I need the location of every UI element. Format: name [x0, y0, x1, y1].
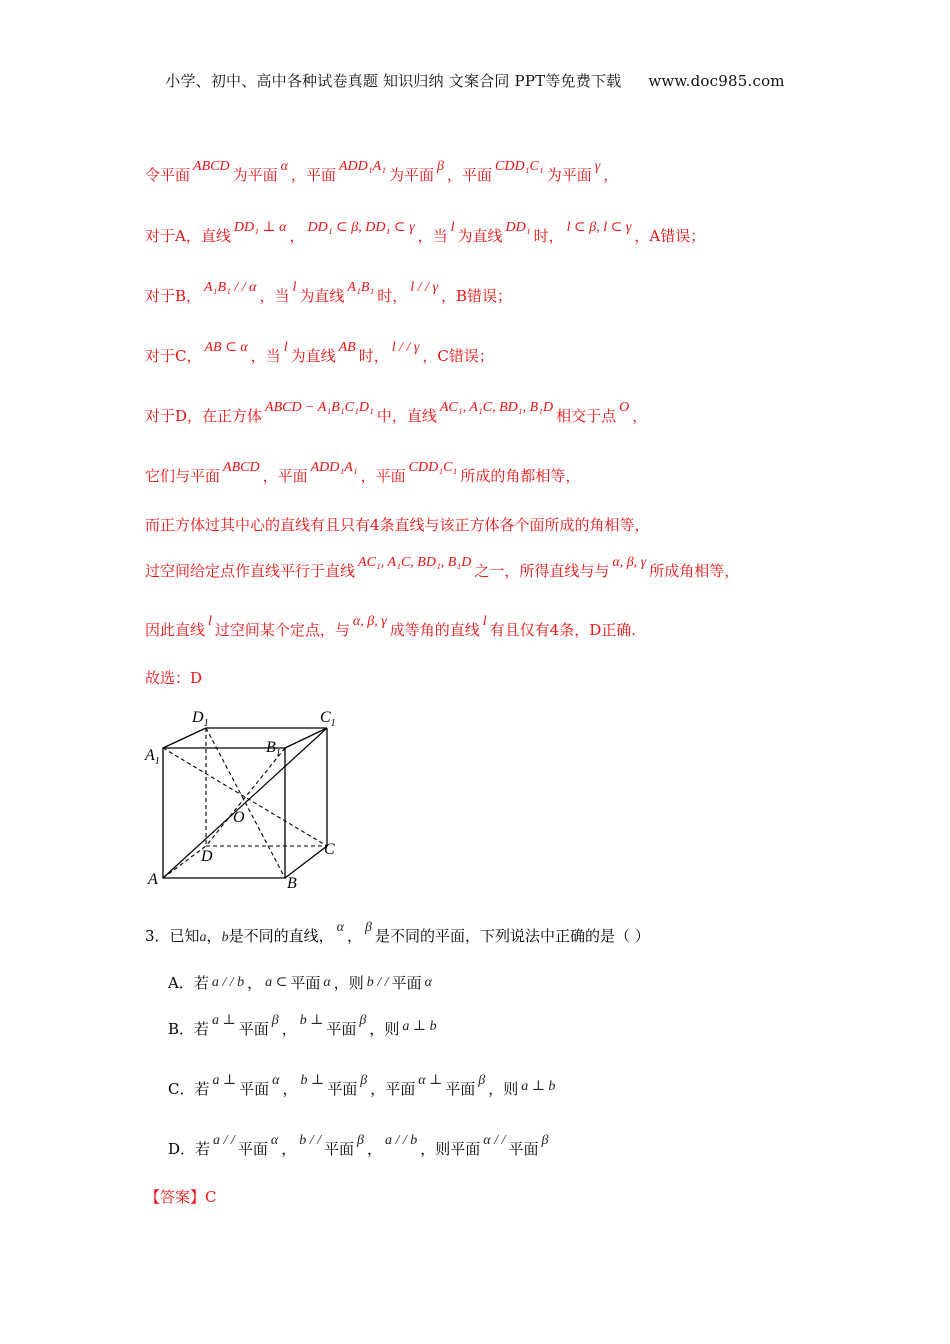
label-D1: $D_1$	[192, 709, 209, 729]
edge-A1D1	[163, 728, 206, 748]
math: AB	[338, 340, 356, 355]
math: l / / γ	[410, 280, 438, 295]
option-a[interactable]	[168, 972, 435, 993]
math: CDD₁C₁	[495, 159, 544, 174]
text: ，	[281, 1140, 297, 1158]
math: AB ⊂ α	[204, 340, 248, 355]
math: l	[450, 220, 455, 235]
text: ，平面	[360, 467, 406, 485]
edge-BC	[285, 846, 327, 878]
text: 平面	[290, 974, 321, 992]
math: l / / γ	[391, 340, 420, 355]
math: AC₁, A₁C, BD₁, B₁D	[358, 555, 472, 570]
math: α, β, γ	[352, 614, 387, 629]
math: CDD₁C₁	[408, 460, 458, 475]
solution-line-6	[145, 460, 581, 486]
text: 成等角的直线	[389, 621, 480, 639]
option-b[interactable]	[168, 1013, 440, 1039]
math: b / /	[299, 1133, 321, 1148]
math: α	[336, 920, 344, 935]
math: A₁B₁	[347, 280, 375, 295]
option-c[interactable]	[168, 1073, 558, 1099]
front-face	[163, 748, 285, 878]
math: a ⊥ b	[521, 1079, 556, 1094]
math: A₁B₁ / / α	[204, 280, 257, 295]
math: DD₁ ⊂ β, DD₁ ⊂ γ	[307, 220, 415, 235]
text: 它们与平面	[145, 467, 221, 485]
label-D: D	[201, 848, 213, 865]
text: ，	[346, 927, 362, 945]
text: 之一，所得直线与与	[474, 562, 610, 580]
diag-AC1	[163, 728, 327, 878]
math: O	[619, 400, 630, 415]
math: α	[424, 975, 432, 990]
text: 为平面	[389, 166, 435, 184]
label-A: A	[148, 871, 158, 888]
diag-B1D	[206, 748, 285, 846]
text: ，当	[250, 347, 281, 365]
math: β	[359, 1013, 367, 1028]
math: β	[364, 920, 372, 935]
text: 过空间某个定点，与	[214, 621, 350, 639]
text: 为平面	[232, 166, 278, 184]
math: β	[541, 1133, 549, 1148]
math: α	[272, 1073, 280, 1088]
label-C1: $C_1$	[320, 709, 336, 729]
math: a / / b	[385, 1133, 418, 1148]
text: ，B错误；	[440, 287, 512, 305]
solution-line-3	[145, 280, 512, 306]
text: D．若	[168, 1140, 211, 1158]
text: ，C错误；	[422, 347, 494, 365]
text: ，	[282, 1080, 298, 1098]
text: ，	[632, 407, 648, 425]
text: 是不同的平面，下列说法中正确的是（ ）	[374, 927, 650, 945]
text: ，	[206, 927, 222, 945]
answer	[145, 1186, 217, 1207]
math: DD₁	[505, 220, 531, 235]
math: β	[271, 1013, 279, 1028]
math: a / / b	[211, 975, 245, 990]
solution-line-2	[145, 220, 706, 246]
cube-figure	[140, 700, 350, 895]
solution-line-7: 而正方体过其中心的直线有且只有4条直线与该正方体各个面所成的角相等，	[145, 516, 650, 534]
text: 平面	[508, 1140, 539, 1158]
text: 过空间给定点作直线平行于直线	[145, 562, 356, 580]
edge-B1C1	[285, 728, 327, 748]
math: b ⊥	[300, 1073, 325, 1088]
math: l ⊂ β, l ⊂ γ	[566, 220, 632, 235]
header-site-link[interactable]: www.doc985.com	[648, 72, 785, 90]
math: l	[283, 340, 288, 355]
math: b / /	[366, 975, 389, 990]
math: b	[221, 930, 229, 945]
text: 为直线	[457, 227, 503, 245]
text: 对于A，直线	[145, 227, 231, 245]
solution-line-8	[145, 555, 740, 581]
text: 为直线	[290, 347, 336, 365]
text: A．若	[168, 974, 209, 992]
math: a ⊂	[265, 975, 288, 990]
text: ，平面	[370, 1080, 416, 1098]
math: l	[292, 280, 297, 295]
math: a / /	[213, 1133, 235, 1148]
answer-value: C	[205, 1188, 217, 1206]
math: α, β, γ	[612, 555, 647, 570]
math: α	[270, 1133, 279, 1148]
text: 因此直线	[145, 621, 206, 639]
solution-line-5	[145, 400, 648, 426]
text: ，则	[488, 1080, 519, 1098]
solution-line-4	[145, 340, 494, 366]
edge-AD	[163, 846, 206, 878]
label-O: O	[233, 809, 245, 826]
text: ，A错误；	[634, 227, 706, 245]
text: 对于C，	[145, 347, 202, 365]
math: l	[482, 614, 487, 629]
option-d[interactable]	[168, 1133, 551, 1159]
answer-tag: 【答案】	[145, 1188, 206, 1206]
solution-choice: 故选：D	[145, 669, 203, 687]
label-A1: $A_1$	[145, 747, 160, 767]
solution-line-1	[145, 159, 619, 185]
math: γ	[594, 159, 601, 174]
math: β	[478, 1073, 486, 1088]
math: β	[360, 1073, 368, 1088]
math: α	[323, 975, 331, 990]
math: AC₁, A₁C, BD₁, B₁D	[439, 400, 554, 415]
label-B: B	[287, 875, 297, 892]
math: a ⊥	[212, 1073, 237, 1088]
text: ，则	[333, 974, 364, 992]
solution-line-9	[145, 614, 637, 640]
text: ，平面	[290, 166, 336, 184]
text: ，	[366, 1140, 382, 1158]
math: ABCD	[223, 460, 260, 475]
text: ，	[603, 166, 619, 184]
math: ADD₁A₁	[310, 460, 358, 475]
text: 是不同的直线，	[228, 927, 334, 945]
text: 令平面	[145, 166, 191, 184]
text: 平面	[238, 1020, 269, 1038]
text: 所成角相等，	[649, 562, 740, 580]
math: a ⊥ b	[402, 1019, 437, 1034]
label-B1: $B_1$	[266, 739, 281, 759]
header-title: 小学、初中、高中各种试卷真题 知识归纳 文案合同 PPT等免费下载	[165, 72, 622, 90]
math: α	[280, 159, 288, 174]
math: ADD₁A₁	[338, 159, 387, 174]
math: β	[357, 1133, 364, 1148]
math: a	[199, 930, 207, 945]
text: B．若	[168, 1020, 210, 1038]
text: 有且仅有4条，D正确.	[489, 621, 637, 639]
text: 平面	[237, 1140, 268, 1158]
label-C: C	[324, 841, 335, 858]
text: ，平面	[262, 467, 308, 485]
text: 平面	[323, 1140, 354, 1158]
text: ，	[289, 227, 305, 245]
math: α / /	[483, 1133, 506, 1148]
text: 平面	[445, 1080, 476, 1098]
text: 3．已知	[145, 927, 200, 945]
text: 平面	[239, 1080, 270, 1098]
question-stem	[145, 920, 650, 946]
text: 为平面	[546, 166, 592, 184]
math: a ⊥	[212, 1013, 236, 1028]
text: 平面	[391, 974, 422, 992]
math: α ⊥	[418, 1073, 443, 1088]
math: β	[437, 159, 445, 174]
text: 时，	[358, 347, 389, 365]
text: 为直线	[299, 287, 345, 305]
math: DD₁ ⊥ α	[233, 220, 287, 235]
page-header	[0, 70, 950, 91]
text: 相交于点	[556, 407, 617, 425]
text: 平面	[326, 1020, 357, 1038]
math: l	[208, 614, 212, 629]
text: 时，	[533, 227, 564, 245]
text: ，当	[417, 227, 448, 245]
math: ABCD − A₁B₁C₁D₁	[265, 400, 374, 415]
text: ，平面	[447, 166, 493, 184]
text: 时，	[377, 287, 408, 305]
text: 平面	[327, 1080, 358, 1098]
text: C．若	[168, 1080, 210, 1098]
text: ，则	[369, 1020, 400, 1038]
text: 对于D，在正方体	[145, 407, 263, 425]
text: ，则平面	[420, 1140, 481, 1158]
text: 所成的角都相等，	[460, 467, 581, 485]
math: b ⊥	[299, 1013, 324, 1028]
text: 对于B，	[145, 287, 202, 305]
text: ，	[247, 974, 263, 992]
math: ABCD	[193, 159, 230, 174]
text: ，当	[259, 287, 290, 305]
text: 中，直线	[376, 407, 437, 425]
text: ，	[281, 1020, 297, 1038]
